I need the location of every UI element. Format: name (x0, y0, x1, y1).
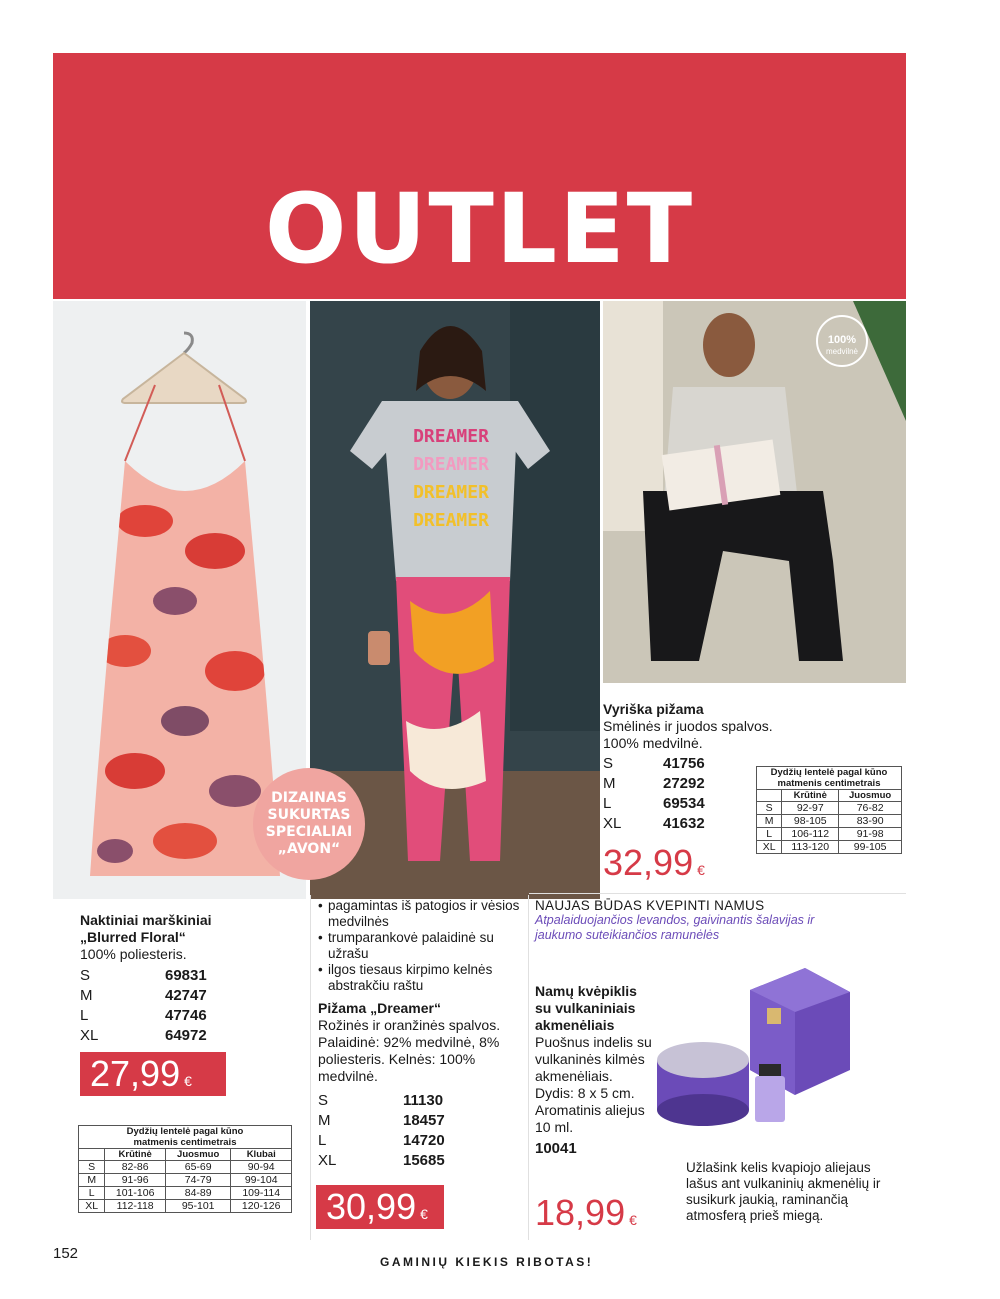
cotton-badge-label: medvilnė (825, 347, 858, 356)
price-currency: € (629, 1212, 637, 1228)
size-label: XL (603, 815, 622, 832)
dreamer-price (316, 1185, 444, 1229)
code-row (80, 986, 300, 1006)
size-label: S (80, 967, 91, 984)
code-row (603, 774, 753, 794)
tshirt-print-line: DREAMER (413, 454, 489, 475)
nightdress-title-line2: „Blurred Floral“ (80, 929, 186, 945)
dreamer-title: Pižama „Dreamer“ (318, 1000, 441, 1016)
table-cell: S (79, 1161, 105, 1174)
table-cell: L (757, 828, 782, 841)
table-cell: 76-82 (839, 802, 902, 815)
cotton-badge-percent: 100% (827, 334, 857, 346)
badge-line: SUKURTAS (267, 807, 351, 823)
table-cell: L (79, 1187, 105, 1200)
nightdress-size-table (78, 1125, 292, 1213)
table-row (757, 841, 902, 854)
product-code: 27292 (663, 775, 705, 792)
tshirt-print (398, 423, 504, 535)
feature-item: • ilgos tiesaus kirpimo kelnės abstrakčiu raštu (318, 962, 523, 994)
dreamer-features (318, 898, 523, 994)
feature-item: • trumparankovė palaidinė su užrašu (318, 930, 523, 962)
price-value: 30,99 (326, 1186, 417, 1227)
outlet-banner (53, 53, 906, 299)
home-caption: Užlašink kelis kvapiojo aliejaus lašus ant vulkaninių akmenėlių ir susikurk jaukią, raminančią atmosferą prieš miegą. (686, 1160, 881, 1223)
table-cell: 106-112 (782, 828, 839, 841)
divider (529, 893, 906, 894)
table-cell: XL (79, 1200, 105, 1213)
banner-title: OUTLET (264, 173, 695, 285)
mens-title: Vyriška pižama (603, 701, 704, 717)
dreamer-desc: Rožinės ir oranžinės spalvos. (318, 1017, 501, 1033)
home-fragrance-info (535, 983, 653, 1157)
home-desc: Puošnus indelis su vulkaninės kilmės akmenėliais. Dydis: 8 x 5 cm. Aromatinis aliejus 10 ml. (535, 1034, 652, 1135)
divider (310, 895, 311, 1240)
caption-line: matmenis centimetrais (133, 1137, 237, 1148)
table-cell: 99-105 (839, 841, 902, 854)
table-row (757, 815, 902, 828)
mens-info (603, 701, 773, 834)
nightdress-title: Naktiniai marškiniai (80, 912, 212, 928)
table-cell: 90-94 (231, 1161, 292, 1174)
caption-line: Dydžių lentelė pagal kūno (770, 767, 888, 778)
code-row (603, 794, 753, 814)
table-cell: 120-126 (231, 1200, 292, 1213)
home-title: Namų kvėpiklis su vulkaniniais akmenėliais (535, 983, 637, 1033)
tshirt-print-line: DREAMER (413, 426, 489, 447)
table-row (79, 1187, 292, 1200)
code-row (318, 1111, 523, 1131)
badge-line: DIZAINAS (271, 790, 347, 806)
table-header: Klubai (231, 1149, 292, 1161)
code-row (318, 1151, 523, 1171)
divider (528, 895, 529, 1240)
code-row (80, 966, 300, 986)
nightdress-info (80, 912, 300, 1046)
code-row (603, 814, 753, 834)
table-cell: 65-69 (165, 1161, 230, 1174)
table-row (79, 1200, 292, 1213)
table-row (757, 828, 902, 841)
product-code: 41632 (663, 815, 705, 832)
size-label: L (318, 1132, 327, 1149)
price-value: 18,99 (535, 1192, 626, 1233)
table-cell: 113-120 (782, 841, 839, 854)
price-currency: € (420, 1206, 428, 1222)
cotton-badge (816, 315, 868, 367)
table-cell: M (757, 815, 782, 828)
table-cell: 84-89 (165, 1187, 230, 1200)
home-heading: NAUJAS BŪDAS KVEPINTI NAMUS (535, 898, 765, 913)
caption-line: matmenis centimetrais (777, 778, 881, 789)
size-label: S (318, 1092, 329, 1109)
product-code: 14720 (403, 1132, 445, 1149)
mens-pajamas-photo (603, 301, 906, 683)
code-row (318, 1131, 523, 1151)
code-row (80, 1006, 300, 1026)
design-badge (253, 768, 365, 880)
nightdress-price (80, 1052, 226, 1096)
mens-size-table (756, 766, 902, 854)
home-subheading: Atpalaiduojančios levandos, gaivinantis šalavijas ir jaukumo suteikiančios ramunėlės (535, 913, 815, 942)
product-code: 69831 (165, 967, 207, 984)
code-row (80, 1026, 300, 1046)
product-code: 18457 (403, 1112, 445, 1129)
tshirt-print-line: DREAMER (413, 482, 489, 503)
feature-item: • pagamintas iš patogios ir vėsios medvilnės (318, 898, 523, 930)
table-cell: 91-96 (105, 1174, 166, 1187)
table-cell: 109-114 (231, 1187, 292, 1200)
page-number: 152 (53, 1245, 79, 1262)
product-code: 41756 (663, 755, 705, 772)
table-row (79, 1174, 292, 1187)
mens-price (603, 842, 705, 883)
code-row (318, 1091, 523, 1111)
size-label: L (80, 1007, 89, 1024)
table-cell: XL (757, 841, 782, 854)
price-value: 27,99 (90, 1053, 181, 1094)
table-cell: 74-79 (165, 1174, 230, 1187)
table-cell: M (79, 1174, 105, 1187)
badge-line: „AVON“ (277, 841, 341, 857)
table-header: Juosmuo (839, 790, 902, 802)
dreamer-info (318, 898, 523, 1171)
caption-line: Dydžių lentelė pagal kūno (126, 1126, 244, 1137)
price-value: 32,99 (603, 842, 694, 883)
home-fragrance-product-image (655, 960, 855, 1135)
product-code: 64972 (165, 1027, 207, 1044)
product-code: 15685 (403, 1152, 445, 1169)
nightdress-desc: 100% poliesteris. (80, 946, 187, 962)
table-cell: 92-97 (782, 802, 839, 815)
size-label: XL (318, 1152, 337, 1169)
table-cell: 91-98 (839, 828, 902, 841)
size-label: S (603, 755, 614, 772)
table-header: Krūtinė (105, 1149, 166, 1161)
home-code: 10041 (535, 1140, 577, 1157)
size-label: M (603, 775, 616, 792)
size-label: XL (80, 1027, 99, 1044)
table-cell: 95-101 (165, 1200, 230, 1213)
table-cell: 82-86 (105, 1161, 166, 1174)
table-caption (757, 767, 902, 790)
table-cell: 83-90 (839, 815, 902, 828)
table-cell: 99-104 (231, 1174, 292, 1187)
size-label: M (318, 1112, 331, 1129)
code-row (603, 754, 753, 774)
product-code: 47746 (165, 1007, 207, 1024)
home-fragrance-header (535, 898, 905, 943)
table-header: Krūtinė (782, 790, 839, 802)
table-header (79, 1149, 105, 1161)
mens-desc: Smėlinės ir juodos spalvos. 100% medvilnė. (603, 718, 773, 751)
table-cell: 101-106 (105, 1187, 166, 1200)
tshirt-print-line: DREAMER (413, 510, 489, 531)
dreamer-codes (318, 1091, 523, 1171)
product-code: 11130 (403, 1092, 444, 1109)
mens-codes (603, 754, 753, 834)
table-header: Juosmuo (165, 1149, 230, 1161)
table-cell: 98-105 (782, 815, 839, 828)
product-code: 42747 (165, 987, 207, 1004)
product-code: 69534 (663, 795, 705, 812)
price-currency: € (184, 1073, 192, 1089)
table-header (757, 790, 782, 802)
size-label: M (80, 987, 93, 1004)
table-cell: 112-118 (105, 1200, 166, 1213)
nightdress-codes (80, 966, 300, 1046)
table-row (79, 1161, 292, 1174)
table-row (757, 802, 902, 815)
dreamer-desc-2: Palaidinė: 92% medvilnė, 8% poliesteris. Kelnės: 100% medvilnė. (318, 1034, 500, 1084)
limited-stock-note: GAMINIŲ KIEKIS RIBOTAS! (380, 1255, 594, 1269)
table-cell: S (757, 802, 782, 815)
size-label: L (603, 795, 612, 812)
table-caption (79, 1126, 292, 1149)
badge-line: SPECIALIAI (265, 824, 353, 840)
price-currency: € (697, 862, 705, 878)
home-price (535, 1192, 637, 1233)
